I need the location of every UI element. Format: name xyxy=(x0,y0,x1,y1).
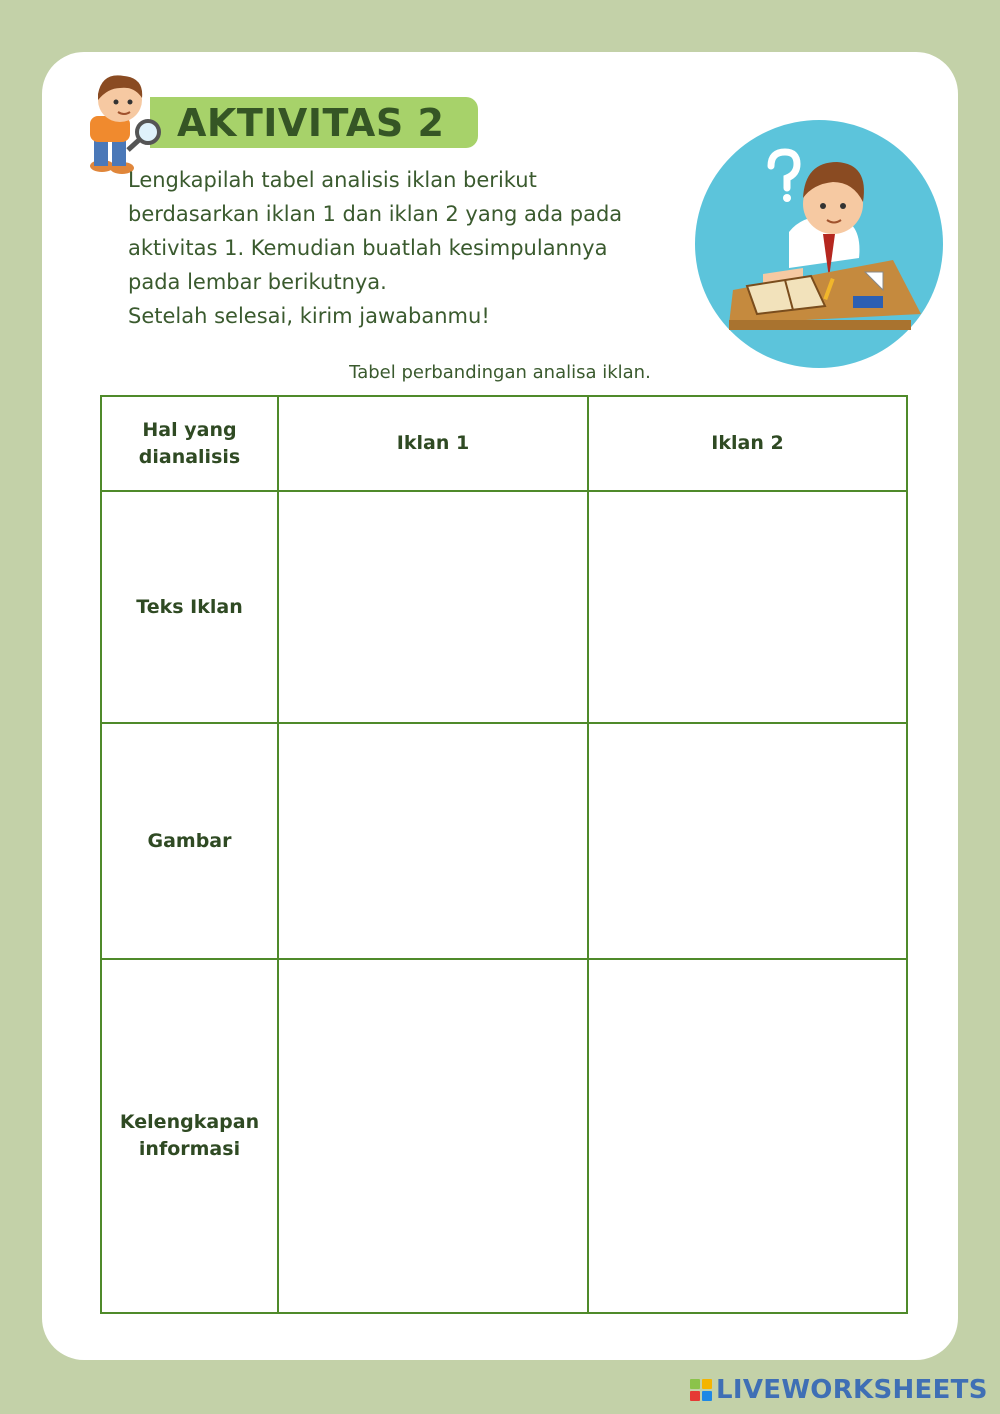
answer-cell-iklan1[interactable] xyxy=(278,959,588,1313)
thinking-student-illustration xyxy=(693,118,945,370)
analysis-table xyxy=(100,395,908,1314)
table-header-row xyxy=(101,396,907,491)
table-row xyxy=(101,959,907,1313)
instruction-line: berdasarkan iklan 1 dan iklan 2 yang ada pada xyxy=(128,202,623,226)
row-label: Teks Iklan xyxy=(136,595,243,618)
page-title: AKTIVITAS 2 xyxy=(177,101,445,145)
logo-text: LIVEWORKSHEETS xyxy=(716,1375,988,1405)
row-label: Gambar xyxy=(147,829,232,852)
row-label-cell xyxy=(101,723,278,959)
instruction-line: pada lembar berikutnya. xyxy=(128,270,387,294)
table-row xyxy=(101,491,907,723)
header-cell xyxy=(101,396,278,491)
header-cell: Iklan 1 xyxy=(278,396,588,491)
answer-cell-iklan2[interactable] xyxy=(588,491,907,723)
answer-cell-iklan2[interactable] xyxy=(588,723,907,959)
liveworksheets-logo[interactable] xyxy=(690,1374,988,1406)
row-label-cell xyxy=(101,959,278,1313)
row-label: Kelengkapan informasi xyxy=(119,1111,260,1160)
logo-squares-icon xyxy=(690,1379,712,1401)
instruction-line: aktivitas 1. Kemudian buatlah kesimpulannya xyxy=(128,236,608,260)
boy-magnifier-icon xyxy=(72,66,172,178)
instruction-line: Setelah selesai, kirim jawabanmu! xyxy=(128,304,490,328)
table-caption: Tabel perbandingan analisa iklan. xyxy=(349,362,651,383)
header-label: Hal yang dianalisis xyxy=(138,418,241,468)
answer-cell-iklan2[interactable] xyxy=(588,959,907,1313)
answer-cell-iklan1[interactable] xyxy=(278,723,588,959)
instructions xyxy=(128,163,688,333)
table-row xyxy=(101,723,907,959)
answer-cell-iklan1[interactable] xyxy=(278,491,588,723)
instruction-line: Lengkapilah tabel analisis iklan berikut xyxy=(128,168,537,192)
header-cell: Iklan 2 xyxy=(588,396,907,491)
row-label-cell xyxy=(101,491,278,723)
